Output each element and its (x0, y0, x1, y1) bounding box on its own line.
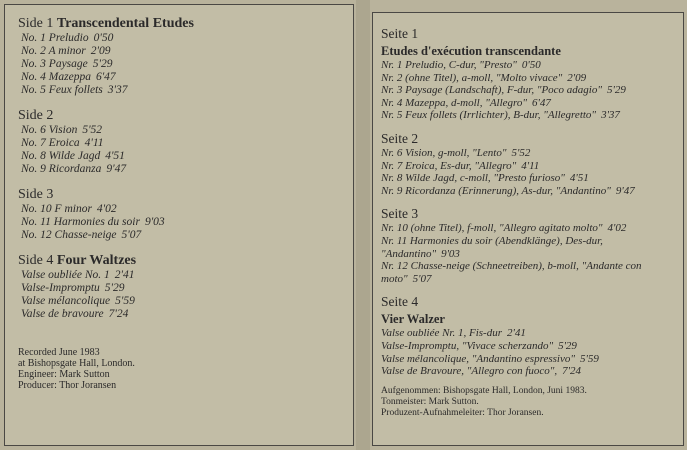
track-item (381, 59, 683, 72)
track-title: Nr. 11 Harmonies du soir (Abendklänge), Des-dur, (381, 234, 603, 247)
side-label: Side 4 (18, 253, 54, 268)
side-label: Seite 4 (381, 294, 419, 310)
track-duration: 3'37 (601, 109, 620, 122)
track-duration: 9'03 (144, 216, 165, 228)
track-item (381, 260, 683, 273)
track-duration: 2'09 (90, 45, 111, 57)
track-duration: 0'50 (521, 59, 541, 71)
side-heading (18, 15, 353, 32)
track-title: Valse oubliée Nr. 1, Fis-dur (381, 327, 502, 340)
track-duration: 9'03 (441, 247, 460, 260)
track-duration: 5'07 (412, 272, 432, 285)
track-item (381, 160, 683, 173)
track-duration: 5'29 (558, 339, 577, 352)
track-duration: 2'41 (114, 269, 135, 281)
track-duration: 4'51 (105, 150, 125, 162)
track-item (381, 109, 683, 122)
track-duration: 9'47 (615, 184, 635, 197)
side-label: Side 3 (18, 187, 54, 202)
track-title: "Andantino" (381, 247, 437, 260)
track-title: Nr. 8 Wilde Jagd, c-moll, "Presto furioso" (381, 172, 565, 185)
side-section (18, 186, 353, 242)
side-heading (381, 130, 683, 147)
track-title: Nr. 6 Vision, g-moll, "Lento" (381, 146, 507, 159)
side-heading (381, 25, 683, 42)
track-title: moto" (381, 272, 408, 285)
side-label: Side 1 (18, 16, 54, 31)
track-duration: 7'24 (562, 365, 581, 378)
track-item (18, 124, 353, 137)
side-label: Seite 2 (381, 130, 419, 146)
german-sections (381, 25, 683, 378)
track-item (18, 32, 353, 45)
track-item (18, 58, 353, 71)
track-title: Nr. 3 Paysage (Landschaft), F-dur, "Poco adagio" (381, 84, 602, 97)
track-title: Nr. 4 Mazeppa, d-moll, "Allegro" (381, 96, 528, 109)
side-heading (381, 205, 683, 222)
credit-line: Produzent-Aufnahmeleiter: Thor Joransen. (381, 407, 544, 418)
track-item (18, 84, 353, 97)
track-item (381, 84, 683, 97)
track-duration: 9'47 (106, 163, 127, 175)
credit-line: Engineer: Mark Sutton (18, 369, 110, 380)
track-duration: 4'11 (521, 159, 540, 172)
track-item (18, 282, 353, 295)
track-item (18, 45, 353, 58)
german-tracklist-panel (372, 12, 684, 446)
side-section (18, 15, 353, 97)
track-title: No. 5 Feux follets (21, 84, 103, 96)
track-title: Nr. 10 (ohne Titel), f-moll, "Allegro agitato molto" (381, 222, 603, 235)
track-title: Valse mélancolique, "Andantino espressivo" (381, 352, 575, 365)
track-duration: 6'47 (95, 71, 116, 83)
track-title: Valse mélancolique (21, 295, 111, 307)
side-heading (18, 186, 353, 203)
track-title: No. 12 Chasse-neige (21, 229, 117, 241)
credit-line: Recorded June 1983 (18, 347, 100, 358)
english-sections (18, 15, 353, 321)
track-title: Valse oubliée No. 1 (21, 269, 110, 281)
credit-line: Tonmeister: Mark Sutton. (381, 396, 479, 407)
track-item (381, 340, 683, 353)
track-title: Nr. 1 Preludio, C-dur, "Presto" (381, 59, 517, 71)
track-duration: 4'11 (84, 137, 104, 149)
track-item (18, 137, 353, 150)
track-title: No. 8 Wilde Jagd (21, 150, 101, 162)
side-subtitle: Vier Walzer (381, 312, 445, 327)
side-subtitle: Etudes d'exécution transcendante (381, 44, 561, 58)
track-title: No. 9 Ricordanza (21, 163, 102, 175)
track-item (18, 308, 353, 321)
track-title: No. 10 F minor (21, 203, 92, 215)
track-duration: 5'29 (606, 84, 626, 97)
track-title: Nr. 9 Ricordanza (Erinnerung), As-dur, "Andantino" (381, 184, 611, 197)
side-title: Transcendental Etudes (56, 16, 194, 31)
track-title: Valse de bravoure (21, 308, 104, 320)
track-title: No. 4 Mazeppa (21, 71, 91, 83)
track-title: No. 3 Paysage (21, 58, 88, 70)
track-item (381, 327, 683, 340)
side-section (381, 205, 683, 285)
track-item (18, 163, 353, 176)
side-label: Side 2 (18, 108, 54, 123)
track-duration: 4'02 (607, 222, 627, 235)
track-duration: 5'52 (511, 146, 531, 159)
german-credits (381, 386, 683, 419)
track-title: No. 2 A minor (21, 45, 86, 57)
side-section (381, 293, 683, 377)
track-item (381, 185, 683, 198)
track-duration: 4'02 (96, 203, 117, 215)
track-duration: 5'59 (579, 352, 599, 365)
track-title: No. 7 Eroica (21, 137, 80, 149)
track-title: No. 1 Preludio (21, 32, 89, 44)
track-duration: 5'59 (115, 295, 135, 307)
track-item (381, 172, 683, 185)
track-item (381, 147, 683, 160)
track-item (18, 295, 353, 308)
track-item (18, 269, 353, 282)
track-item (381, 273, 683, 286)
side-heading (381, 293, 683, 310)
track-duration: 2'09 (567, 71, 587, 84)
track-title: No. 6 Vision (21, 124, 78, 136)
track-duration: 0'50 (93, 32, 114, 44)
track-item (381, 72, 683, 85)
track-item (18, 229, 353, 242)
track-title: Valse de Bravoure, "Allegro con fuoco", (381, 365, 558, 378)
credit-line: at Bishopsgate Hall, London. (18, 358, 135, 369)
side-section (18, 107, 353, 176)
side-title: Four Waltzes (56, 253, 137, 268)
track-item (18, 216, 353, 229)
track-duration: 7'24 (108, 308, 129, 320)
track-item (18, 71, 353, 84)
side-label: Seite 1 (381, 26, 419, 41)
track-title: Nr. 2 (ohne Titel), a-moll, "Molto vivace" (381, 71, 563, 84)
credit-line: Producer: Thor Joransen (18, 380, 117, 391)
track-item (381, 248, 683, 261)
panel-gutter (356, 0, 370, 450)
track-duration: 5'29 (92, 58, 113, 70)
track-duration: 2'41 (507, 327, 526, 340)
track-duration: 6'47 (532, 96, 551, 109)
track-duration: 5'07 (121, 229, 142, 241)
track-item (18, 150, 353, 163)
track-duration: 3'37 (107, 84, 128, 96)
track-item (381, 353, 683, 366)
track-duration: 4'51 (569, 172, 589, 185)
track-item (18, 203, 353, 216)
track-title: Nr. 12 Chasse-neige (Schneetreiben), b-moll, "Andante con (381, 260, 642, 273)
track-duration: 5'52 (82, 124, 103, 136)
track-item (381, 235, 683, 248)
track-duration: 5'29 (104, 282, 125, 294)
side-heading (18, 252, 353, 269)
side-label: Seite 3 (381, 206, 419, 222)
english-tracklist-panel (4, 4, 354, 446)
track-title: Valse-Impromptu (21, 282, 100, 294)
credit-line: Aufgenommen: Bishopsgate Hall, London, Juni 1983. (381, 385, 587, 396)
side-section (18, 252, 353, 321)
track-title: No. 11 Harmonies du soir (21, 216, 140, 228)
side-section (381, 25, 683, 122)
side-heading (18, 107, 353, 124)
track-title: Valse-Impromptu, "Vivace scherzando" (381, 339, 554, 352)
track-title: Nr. 7 Eroica, Es-dur, "Allegro" (381, 159, 517, 172)
track-item (381, 222, 683, 235)
track-title: Nr. 5 Feux follets (Irrlichter), B-dur, "Allegretto" (381, 109, 597, 122)
english-credits (18, 347, 353, 391)
side-section (381, 130, 683, 197)
track-item (381, 97, 683, 110)
track-item (381, 365, 683, 378)
